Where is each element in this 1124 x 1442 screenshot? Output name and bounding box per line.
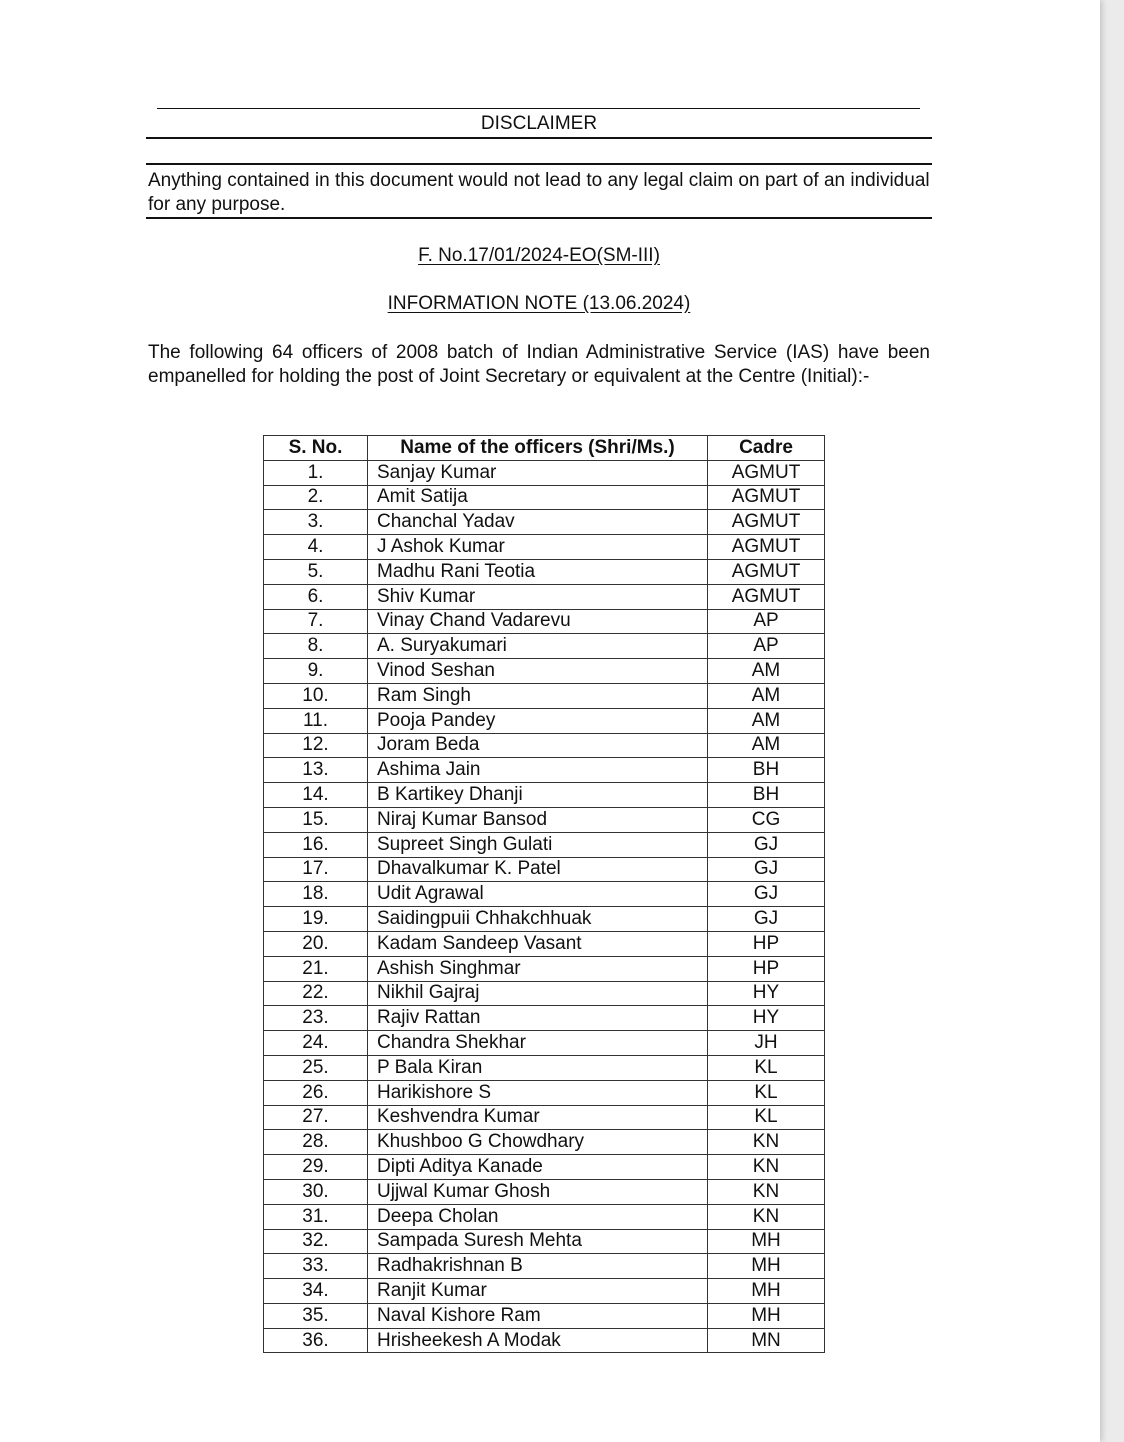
cell-cadre: KN bbox=[708, 1179, 825, 1204]
cell-officer-name: Radhakrishnan B bbox=[368, 1254, 708, 1279]
cell-sno: 11. bbox=[264, 708, 368, 733]
cell-sno: 31. bbox=[264, 1204, 368, 1229]
cell-officer-name: J Ashok Kumar bbox=[368, 535, 708, 560]
cell-cadre: KL bbox=[708, 1080, 825, 1105]
note-title-text: INFORMATION NOTE (13.06.2024) bbox=[387, 293, 691, 314]
table-row bbox=[264, 981, 825, 1006]
cell-officer-name: B Kartikey Dhanji bbox=[368, 783, 708, 808]
cell-sno: 34. bbox=[264, 1279, 368, 1304]
cell-sno: 9. bbox=[264, 659, 368, 684]
cell-officer-name: Supreet Singh Gulati bbox=[368, 832, 708, 857]
cell-officer-name: Kadam Sandeep Vasant bbox=[368, 931, 708, 956]
cell-officer-name: Ram Singh bbox=[368, 683, 708, 708]
cell-officer-name: Sanjay Kumar bbox=[368, 460, 708, 485]
table-row bbox=[264, 1055, 825, 1080]
table-row bbox=[264, 708, 825, 733]
cell-cadre: GJ bbox=[708, 832, 825, 857]
cell-cadre: AM bbox=[708, 659, 825, 684]
cell-cadre: AGMUT bbox=[708, 510, 825, 535]
table-row bbox=[264, 1006, 825, 1031]
table-row bbox=[264, 931, 825, 956]
cell-sno: 12. bbox=[264, 733, 368, 758]
disclaimer-rule-3 bbox=[146, 217, 932, 219]
cell-cadre: GJ bbox=[708, 907, 825, 932]
table-row bbox=[264, 1105, 825, 1130]
cell-officer-name: Nikhil Gajraj bbox=[368, 981, 708, 1006]
cell-officer-name: Niraj Kumar Bansod bbox=[368, 807, 708, 832]
table-row bbox=[264, 510, 825, 535]
cell-cadre: AM bbox=[708, 733, 825, 758]
file-number bbox=[146, 244, 932, 268]
cell-sno: 32. bbox=[264, 1229, 368, 1254]
table-row bbox=[264, 882, 825, 907]
cell-sno: 30. bbox=[264, 1179, 368, 1204]
cell-sno: 26. bbox=[264, 1080, 368, 1105]
table-row bbox=[264, 1254, 825, 1279]
cell-sno: 3. bbox=[264, 510, 368, 535]
cell-cadre: AGMUT bbox=[708, 535, 825, 560]
header-sno: S. No. bbox=[264, 436, 368, 461]
cell-sno: 7. bbox=[264, 609, 368, 634]
cell-cadre: HP bbox=[708, 956, 825, 981]
cell-officer-name: Ashima Jain bbox=[368, 758, 708, 783]
top-divider bbox=[157, 108, 920, 109]
table-header-row bbox=[264, 436, 825, 461]
cell-cadre: KN bbox=[708, 1130, 825, 1155]
officers-table bbox=[263, 435, 825, 1353]
table-row bbox=[264, 733, 825, 758]
table-row bbox=[264, 460, 825, 485]
cell-officer-name: Madhu Rani Teotia bbox=[368, 559, 708, 584]
cell-officer-name: Hrisheekesh A Modak bbox=[368, 1328, 708, 1353]
cell-officer-name: Keshvendra Kumar bbox=[368, 1105, 708, 1130]
cell-sno: 35. bbox=[264, 1303, 368, 1328]
cell-officer-name: Chanchal Yadav bbox=[368, 510, 708, 535]
cell-officer-name: Vinay Chand Vadarevu bbox=[368, 609, 708, 634]
disclaimer-rule-2 bbox=[146, 163, 932, 165]
cell-sno: 4. bbox=[264, 535, 368, 560]
cell-cadre: AGMUT bbox=[708, 460, 825, 485]
cell-cadre: JH bbox=[708, 1031, 825, 1056]
cell-sno: 13. bbox=[264, 758, 368, 783]
table-row bbox=[264, 634, 825, 659]
cell-officer-name: Joram Beda bbox=[368, 733, 708, 758]
table-row bbox=[264, 1031, 825, 1056]
cell-cadre: CG bbox=[708, 807, 825, 832]
cell-cadre: KN bbox=[708, 1155, 825, 1180]
cell-cadre: MH bbox=[708, 1254, 825, 1279]
cell-cadre: AM bbox=[708, 708, 825, 733]
cell-cadre: MH bbox=[708, 1303, 825, 1328]
table-row bbox=[264, 907, 825, 932]
table-row bbox=[264, 1080, 825, 1105]
table-row bbox=[264, 807, 825, 832]
officers-table-body bbox=[264, 460, 825, 1353]
cell-officer-name: Khushboo G Chowdhary bbox=[368, 1130, 708, 1155]
table-row bbox=[264, 832, 825, 857]
table-row bbox=[264, 535, 825, 560]
disclaimer-heading: DISCLAIMER bbox=[480, 113, 598, 134]
cell-cadre: GJ bbox=[708, 882, 825, 907]
cell-sno: 2. bbox=[264, 485, 368, 510]
cell-officer-name: Harikishore S bbox=[368, 1080, 708, 1105]
cell-officer-name: Shiv Kumar bbox=[368, 584, 708, 609]
cell-cadre: KL bbox=[708, 1055, 825, 1080]
cell-sno: 28. bbox=[264, 1130, 368, 1155]
cell-sno: 33. bbox=[264, 1254, 368, 1279]
table-row bbox=[264, 758, 825, 783]
note-title bbox=[146, 292, 932, 316]
cell-cadre: AGMUT bbox=[708, 584, 825, 609]
table-row bbox=[264, 1204, 825, 1229]
cell-officer-name: Amit Satija bbox=[368, 485, 708, 510]
table-row bbox=[264, 659, 825, 684]
cell-cadre: AM bbox=[708, 683, 825, 708]
cell-officer-name: Vinod Seshan bbox=[368, 659, 708, 684]
cell-cadre: AGMUT bbox=[708, 559, 825, 584]
cell-cadre: GJ bbox=[708, 857, 825, 882]
cell-officer-name: Chandra Shekhar bbox=[368, 1031, 708, 1056]
cell-officer-name: Naval Kishore Ram bbox=[368, 1303, 708, 1328]
intro-paragraph: The following 64 officers of 2008 batch of Indian Administrative Service (IAS) have been empanelled for holding the post of Joint Secretary or equivalent at the Centre (Initial):- bbox=[148, 342, 930, 387]
table-row bbox=[264, 857, 825, 882]
cell-officer-name: Udit Agrawal bbox=[368, 882, 708, 907]
cell-sno: 8. bbox=[264, 634, 368, 659]
cell-sno: 21. bbox=[264, 956, 368, 981]
cell-officer-name: Dipti Aditya Kanade bbox=[368, 1155, 708, 1180]
cell-officer-name: Sampada Suresh Mehta bbox=[368, 1229, 708, 1254]
cell-sno: 29. bbox=[264, 1155, 368, 1180]
table-row bbox=[264, 1155, 825, 1180]
table-row bbox=[264, 1179, 825, 1204]
cell-cadre: AP bbox=[708, 634, 825, 659]
cell-sno: 14. bbox=[264, 783, 368, 808]
table-row bbox=[264, 1328, 825, 1353]
cell-cadre: AP bbox=[708, 609, 825, 634]
cell-cadre: HY bbox=[708, 981, 825, 1006]
disclaimer-rule-1 bbox=[146, 137, 932, 139]
cell-sno: 36. bbox=[264, 1328, 368, 1353]
cell-officer-name: Ujjwal Kumar Ghosh bbox=[368, 1179, 708, 1204]
cell-cadre: HY bbox=[708, 1006, 825, 1031]
cell-officer-name: Dhavalkumar K. Patel bbox=[368, 857, 708, 882]
cell-sno: 17. bbox=[264, 857, 368, 882]
cell-officer-name: Rajiv Rattan bbox=[368, 1006, 708, 1031]
cell-officer-name: Deepa Cholan bbox=[368, 1204, 708, 1229]
file-number-text: F. No.17/01/2024-EO(SM-III) bbox=[418, 245, 660, 266]
table-row bbox=[264, 783, 825, 808]
table-row bbox=[264, 683, 825, 708]
cell-cadre: BH bbox=[708, 783, 825, 808]
cell-officer-name: Ranjit Kumar bbox=[368, 1279, 708, 1304]
table-row bbox=[264, 956, 825, 981]
table-row bbox=[264, 1130, 825, 1155]
cell-sno: 5. bbox=[264, 559, 368, 584]
cell-cadre: KL bbox=[708, 1105, 825, 1130]
cell-sno: 18. bbox=[264, 882, 368, 907]
cell-officer-name: Ashish Singhmar bbox=[368, 956, 708, 981]
cell-sno: 24. bbox=[264, 1031, 368, 1056]
disclaimer-text: Anything contained in this document would not lead to any legal claim on part of an individual for any purpose. bbox=[148, 170, 930, 215]
cell-officer-name: A. Suryakumari bbox=[368, 634, 708, 659]
cell-sno: 23. bbox=[264, 1006, 368, 1031]
table-row bbox=[264, 1229, 825, 1254]
cell-sno: 20. bbox=[264, 931, 368, 956]
table-row bbox=[264, 609, 825, 634]
cell-sno: 19. bbox=[264, 907, 368, 932]
cell-sno: 25. bbox=[264, 1055, 368, 1080]
cell-sno: 10. bbox=[264, 683, 368, 708]
cell-cadre: BH bbox=[708, 758, 825, 783]
cell-sno: 22. bbox=[264, 981, 368, 1006]
table-row bbox=[264, 485, 825, 510]
cell-officer-name: Saidingpuii Chhakchhuak bbox=[368, 907, 708, 932]
cell-officer-name: Pooja Pandey bbox=[368, 708, 708, 733]
header-name: Name of the officers (Shri/Ms.) bbox=[368, 436, 708, 461]
cell-sno: 6. bbox=[264, 584, 368, 609]
cell-cadre: MH bbox=[708, 1229, 825, 1254]
cell-officer-name: P Bala Kiran bbox=[368, 1055, 708, 1080]
table-row bbox=[264, 584, 825, 609]
cell-cadre: KN bbox=[708, 1204, 825, 1229]
cell-cadre: MN bbox=[708, 1328, 825, 1353]
table-row bbox=[264, 1303, 825, 1328]
cell-cadre: HP bbox=[708, 931, 825, 956]
cell-sno: 27. bbox=[264, 1105, 368, 1130]
cell-cadre: AGMUT bbox=[708, 485, 825, 510]
cell-sno: 1. bbox=[264, 460, 368, 485]
table-row bbox=[264, 559, 825, 584]
cell-sno: 15. bbox=[264, 807, 368, 832]
header-cadre: Cadre bbox=[708, 436, 825, 461]
cell-sno: 16. bbox=[264, 832, 368, 857]
cell-cadre: MH bbox=[708, 1279, 825, 1304]
table-row bbox=[264, 1279, 825, 1304]
